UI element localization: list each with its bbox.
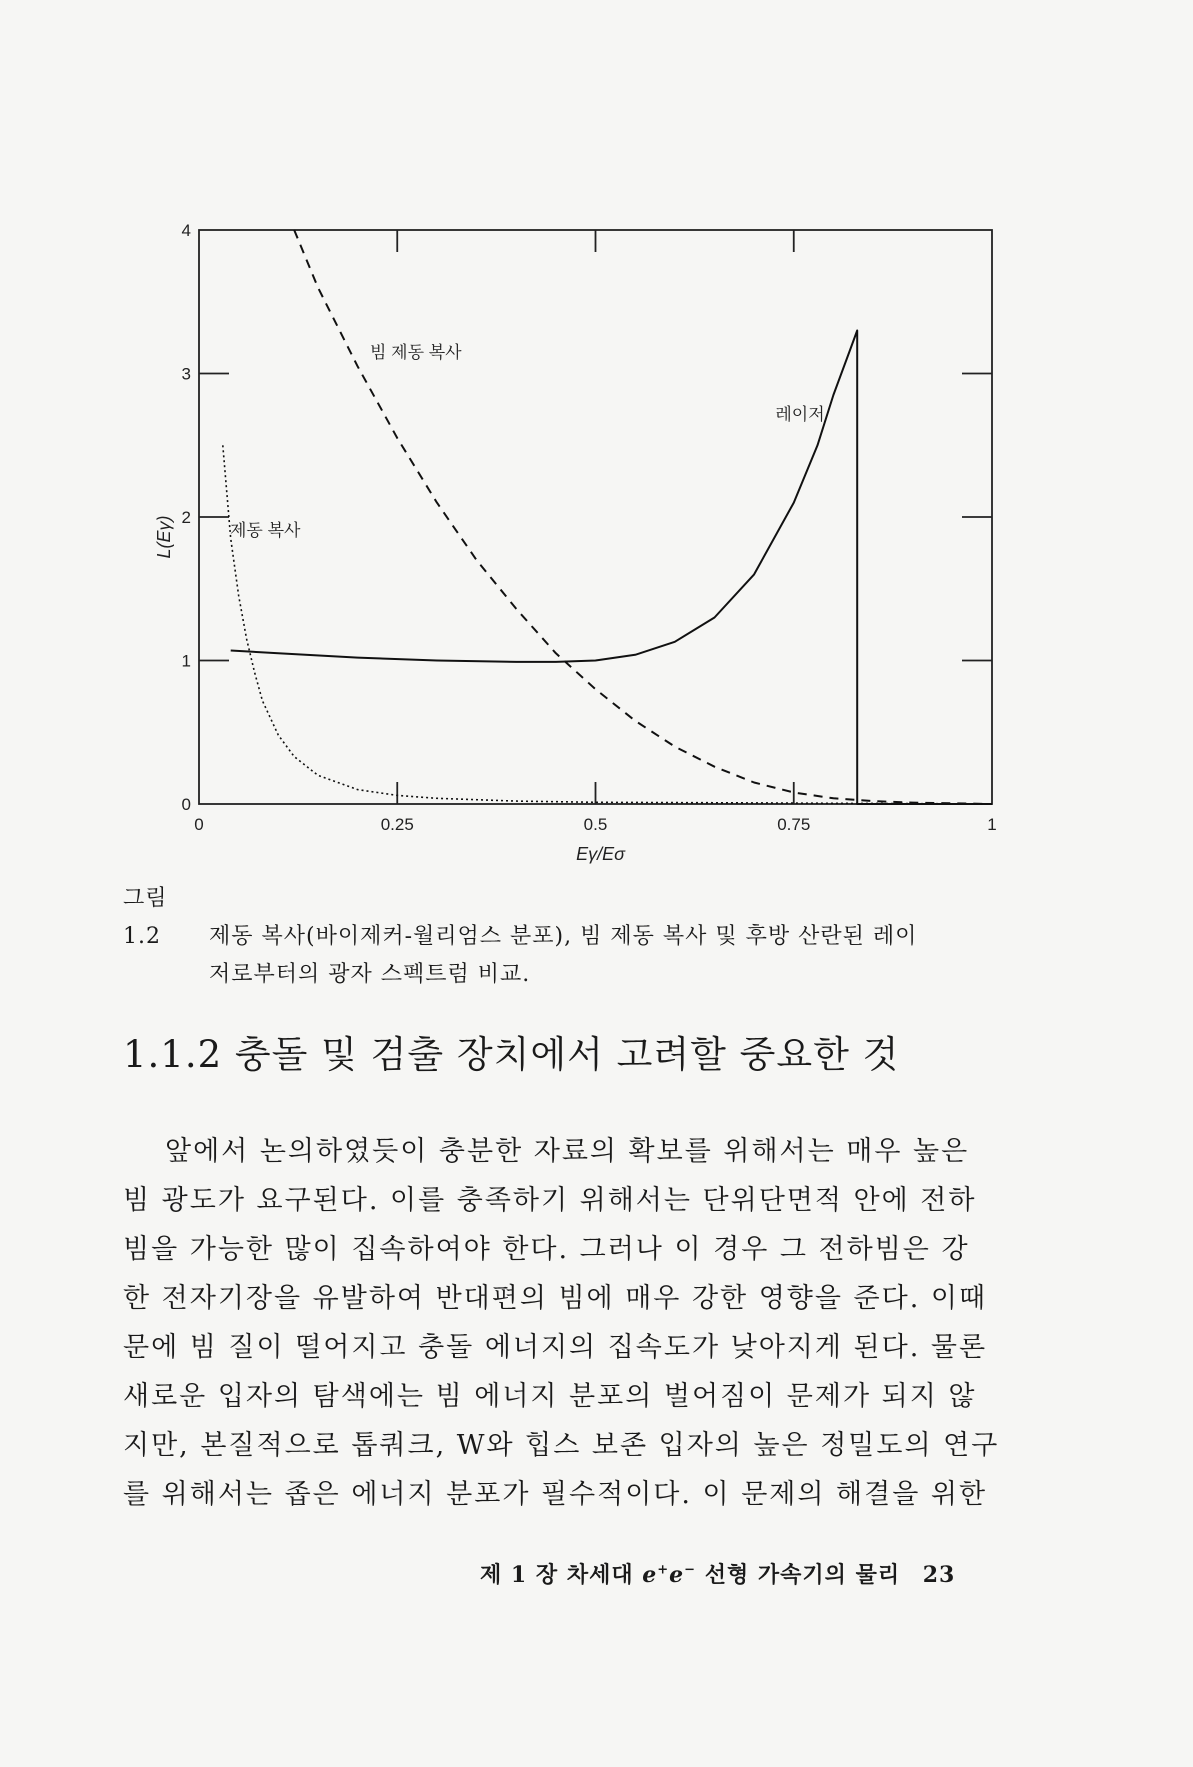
- body-line: 한 전자기장을 유발하여 반대편의 빔에 매우 강한 영향을 준다. 이때: [123, 1283, 988, 1314]
- plot-border: [199, 230, 992, 804]
- x-tick-label: 1: [987, 815, 997, 834]
- y-tick-label: 3: [181, 364, 191, 384]
- footer-plus: +: [657, 1562, 670, 1578]
- footer-minus: −: [684, 1562, 697, 1578]
- figure-spectrum-chart: [0, 0, 1193, 880]
- series-line-2: [223, 445, 992, 804]
- x-tick-label: 0: [194, 815, 204, 834]
- body-line: 빔 광도가 요구된다. 이를 충족하기 위해서는 단위단면적 안에 전하: [123, 1185, 977, 1216]
- y-tick-label: 1: [181, 651, 191, 671]
- caption-text-1: 제동 복사(바이제커-월리엄스 분포), 빔 제동 복사 및 후방 산란된 레이: [209, 924, 918, 949]
- y-tick-label: 0: [181, 795, 191, 814]
- body-line: 지만, 본질적으로 톱쿼크, W와 힙스 보존 입자의 높은 정밀도의 연구: [123, 1430, 1000, 1461]
- annotation-label: 제동 복사: [230, 521, 301, 540]
- plot-frame: [199, 230, 992, 804]
- footer-e-minus: e: [669, 1562, 685, 1588]
- annotation-label: 레이저: [775, 405, 825, 424]
- caption-line-1: [123, 880, 1023, 956]
- section-title: 1.1.2 충돌 및 검출 장치에서 고려할 중요한 것: [123, 1033, 900, 1076]
- series-line-0: [294, 230, 992, 804]
- body-line: 를 위해서는 좁은 에너지 분포가 필수적이다. 이 문제의 해결을 위한: [123, 1479, 988, 1510]
- body-line: 빔을 가능한 많이 집속하여야 한다. 그러나 이 경우 그 전하빔은 강: [123, 1234, 970, 1265]
- caption-label: 그림 1.2: [123, 886, 168, 949]
- y-axis-title: L(Eγ): [154, 515, 174, 559]
- footer-e-plus: e: [642, 1562, 658, 1588]
- x-tick-label: 0.75: [777, 815, 811, 834]
- body-line: 문에 빔 질이 떨어지고 충돌 에너지의 집속도가 낮아지게 된다. 물론: [123, 1332, 988, 1363]
- plot-labels: [154, 221, 997, 864]
- y-tick-label: 4: [181, 221, 191, 240]
- x-axis-title: Eγ/Eσ: [576, 844, 625, 864]
- footer-title-after: 선형 가속기의 물리: [704, 1562, 901, 1588]
- x-tick-label: 0.25: [380, 815, 414, 834]
- annotation-label: 빔 제동 복사: [370, 343, 462, 362]
- page-footer: [480, 1558, 955, 1589]
- body-line: 새로운 입자의 탐색에는 빔 에너지 분포의 벌어짐이 문제가 되지 않: [123, 1381, 977, 1412]
- caption-line-2: 저로부터의 광자 스펙트럼 비교.: [209, 962, 531, 987]
- body-line: 앞에서 논의하였듯이 충분한 자료의 확보를 위해서는 매우 높은: [165, 1136, 970, 1167]
- plot-ticks: [199, 230, 992, 804]
- y-tick-label: 2: [181, 508, 191, 527]
- footer-chapter: 제 1 장: [480, 1562, 559, 1588]
- body-paragraph: [123, 1127, 1023, 1519]
- x-tick-label: 0.5: [583, 815, 608, 834]
- series-line-1: [231, 331, 992, 805]
- figure-caption: [123, 880, 1023, 994]
- footer-title-before: 차세대: [566, 1562, 634, 1588]
- plot-curves: [223, 230, 992, 804]
- page-number: 23: [922, 1562, 956, 1588]
